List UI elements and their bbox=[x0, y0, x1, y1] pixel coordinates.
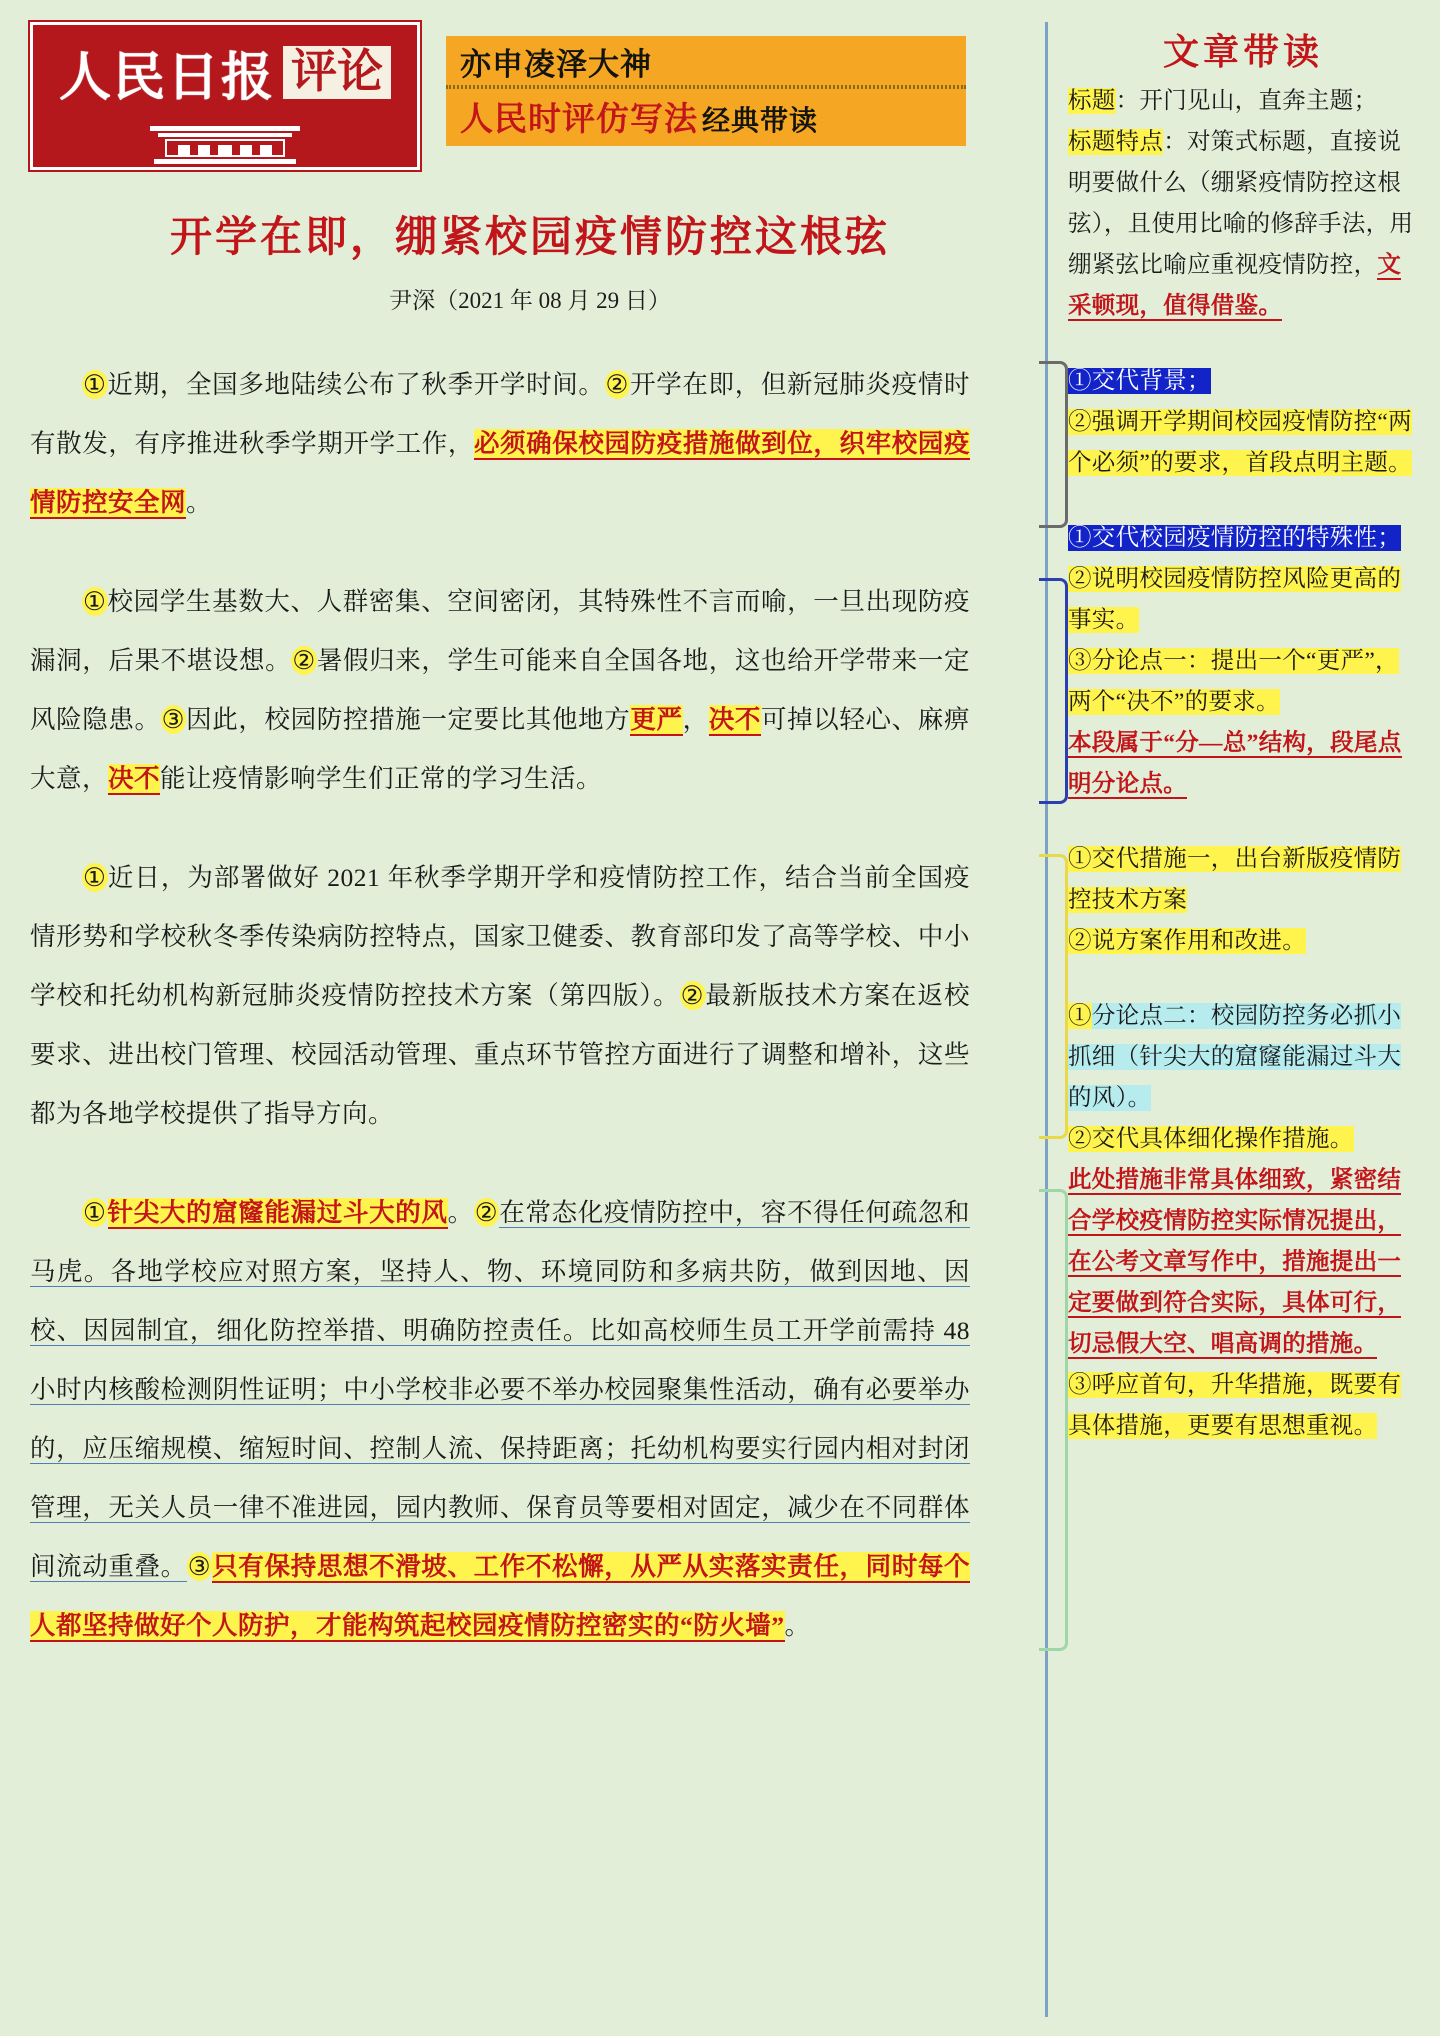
text-run: 。 bbox=[447, 1198, 474, 1227]
note-text-run: ：开门见山，直奔主题； bbox=[1115, 88, 1378, 114]
note-text-run: ① bbox=[1068, 1003, 1092, 1029]
text-run: 必须确保校园防疫措施做到位，织牢校园疫情防控安全网 bbox=[30, 429, 970, 517]
text-run: ② bbox=[680, 981, 705, 1010]
text-run: ， bbox=[682, 705, 709, 734]
note-text-run: 分论点二：校园防控务必抓小抓细（针尖大的窟窿能漏过斗大的风）。 bbox=[1068, 1003, 1402, 1111]
note-text-run: 标题特点 bbox=[1068, 129, 1164, 155]
text-run: ① bbox=[83, 1198, 107, 1227]
banner-line-1: 亦申凌泽大神 bbox=[446, 36, 966, 87]
paragraph-block bbox=[30, 1183, 1030, 1655]
text-run: 最新版技术方案在返校要求、进出校门管理、校园活动管理、重点环节管控方面进行了调整和增补，这些都为各地学校提供了指导方向。 bbox=[30, 981, 970, 1128]
note-text-run: 此处措施非常具体细致，紧密结合学校疫情防控实际情况提出，在公考文章写作中，措施提出一定要做到符合实际，具体可行，切忌假大空、唱高调的措施。 bbox=[1068, 1167, 1402, 1357]
paragraph-block bbox=[30, 572, 1030, 808]
note-text-run: ②说方案作用和改进。 bbox=[1068, 928, 1306, 954]
article-column bbox=[30, 22, 1030, 1681]
text-run: 决不 bbox=[108, 764, 161, 793]
text-run: 决不 bbox=[708, 705, 762, 734]
paragraph-bracket bbox=[1039, 361, 1068, 528]
note-spacer bbox=[1068, 966, 1418, 996]
banner-block bbox=[446, 22, 1030, 146]
note-text-run: ③分论点一：提出一个“更严”，两个“决不”的要求。 bbox=[1068, 648, 1399, 715]
paragraph-bracket bbox=[1039, 1189, 1068, 1651]
note-spacer bbox=[1068, 488, 1418, 518]
note-text-run: ①交代校园疫情防控的特殊性； bbox=[1068, 525, 1402, 551]
text-run: 能让疫情影响学生们正常的学习生活。 bbox=[160, 764, 603, 793]
article-byline: 尹深（2021 年 08 月 29 日） bbox=[389, 288, 671, 313]
text-run: 。 bbox=[784, 1611, 811, 1640]
note-line bbox=[1068, 996, 1418, 1119]
paragraph-p4 bbox=[30, 1183, 970, 1655]
text-run: ③ bbox=[161, 705, 186, 734]
note-line bbox=[1068, 1365, 1418, 1447]
note-block-n5 bbox=[1068, 996, 1418, 1447]
note-text-run: 本段属于“分—总”结构，段尾点明分论点。 bbox=[1068, 730, 1402, 797]
note-text-run: ：对策式标题，直接说明要做什么（绷紧疫情防控这根弦），且使用比喻的修辞手法，用绷紧弦比喻应重视疫情防控， bbox=[1068, 129, 1414, 278]
note-text-run: ②说明校园疫情防控风险更高的事实。 bbox=[1068, 566, 1402, 633]
text-run: ② bbox=[474, 1198, 499, 1227]
text-run: ① bbox=[83, 587, 107, 616]
note-text-run: ①交代背景； bbox=[1068, 368, 1211, 394]
note-text-run: ①交代措施一，出台新版疫情防控技术方案 bbox=[1068, 846, 1402, 913]
text-run: 近日，为部署做好 2021 年秋季学期开学和疫情防控工作，结合当前全国疫情形势和学校秋冬季传染病防控特点，国家卫健委、教育部印发了高等学校、中小学校和托幼机构新冠肺炎疫情防控技术方案（第四版）。 bbox=[30, 863, 970, 1010]
header-row bbox=[30, 22, 1030, 170]
text-run: ① bbox=[83, 863, 107, 892]
note-block-n1 bbox=[1068, 81, 1418, 327]
note-line bbox=[1068, 723, 1418, 805]
banner-line-2-red: 人民时评仿写法 bbox=[460, 102, 698, 138]
paragraph-p3 bbox=[30, 848, 970, 1143]
text-run: 开学在即，但新冠肺炎疫情时有散发，有序推进秋季学期开学工作， bbox=[30, 370, 970, 458]
text-run: 针尖大的窟窿能漏过斗大的风 bbox=[107, 1198, 448, 1227]
text-run: ② bbox=[605, 370, 630, 399]
text-run: 暑假归来，学生可能来自全国各地，这也给开学带来一定风险隐患。 bbox=[30, 646, 970, 734]
banner-line-2 bbox=[446, 87, 966, 146]
note-block-n3 bbox=[1068, 518, 1418, 805]
paragraph-block bbox=[30, 848, 1030, 1143]
paragraph-bracket bbox=[1039, 578, 1068, 804]
logo-badge-text: 评论 bbox=[283, 46, 391, 98]
note-line bbox=[1068, 122, 1418, 327]
text-run: 校园学生基数大、人群密集、空间密闭，其特殊性不言而喻，一旦出现防疫漏洞，后果不堪设想。 bbox=[30, 587, 970, 675]
note-text-run: ②交代具体细化操作措施。 bbox=[1068, 1126, 1354, 1152]
text-run: ② bbox=[292, 646, 316, 675]
text-run: 。 bbox=[186, 488, 213, 517]
note-block-n2 bbox=[1068, 361, 1418, 484]
logo-main-text: 人民日报 bbox=[58, 50, 275, 107]
note-line bbox=[1068, 921, 1418, 962]
note-text-run: 标题 bbox=[1068, 88, 1116, 114]
text-run: ③ bbox=[187, 1552, 212, 1581]
note-line bbox=[1068, 402, 1418, 484]
logo-top bbox=[47, 35, 403, 110]
note-text-run: 文采顿现，值得借鉴。 bbox=[1068, 252, 1402, 319]
text-run: ① bbox=[83, 370, 107, 399]
notes-body bbox=[1068, 81, 1418, 1447]
text-run: 可掉以轻心、麻痹大意， bbox=[30, 705, 970, 793]
article-title: 开学在即，绷紧校园疫情防控这根弦 bbox=[169, 215, 890, 261]
note-line bbox=[1068, 1160, 1418, 1365]
note-line bbox=[1068, 559, 1418, 641]
note-text-run: ③呼应首句，升华措施，既要有具体措施，更要有思想重视。 bbox=[1068, 1372, 1402, 1439]
note-spacer bbox=[1068, 809, 1418, 839]
text-run: 近期，全国多地陆续公布了秋季开学时间。 bbox=[107, 370, 605, 399]
notes-column bbox=[1068, 24, 1418, 1451]
note-line bbox=[1068, 839, 1418, 921]
peoples-daily-logo bbox=[30, 22, 420, 170]
note-line bbox=[1068, 518, 1418, 559]
text-run: 更严 bbox=[630, 705, 683, 734]
note-text-run: ②强调开学期间校园疫情防控“两个必须”的要求，首段点明主题。 bbox=[1068, 409, 1412, 476]
note-block-n4 bbox=[1068, 839, 1418, 962]
note-line bbox=[1068, 641, 1418, 723]
note-line bbox=[1068, 361, 1418, 402]
paragraph-bracket bbox=[1039, 854, 1068, 1139]
paragraph-p2 bbox=[30, 572, 970, 808]
banner-line-2-black: 经典带读 bbox=[702, 106, 819, 137]
gate-svg bbox=[140, 116, 310, 168]
note-line bbox=[1068, 1119, 1418, 1160]
note-line bbox=[1068, 81, 1418, 122]
article-body bbox=[30, 355, 1030, 1655]
tiananmen-icon bbox=[47, 116, 403, 168]
notes-heading: 文章带读 bbox=[1162, 32, 1323, 72]
note-spacer bbox=[1068, 331, 1418, 361]
paragraph-block bbox=[30, 355, 1030, 532]
text-run: 只有保持思想不滑坡、工作不松懈，从严从实落实责任，同时每个人都坚持做好个人防护，才能构筑起校园疫情防控密实的“防火墙” bbox=[30, 1552, 970, 1640]
paragraph-p1 bbox=[30, 355, 970, 532]
text-run: 在常态化疫情防控中，容不得任何疏忽和马虎。各地学校应对照方案，坚持人、物、环境同防和多病共防，做到因地、因校、因园制宜，细化防控举措、明确防控责任。比如高校师生员工开学前需持 48 小时内核酸检测阴性证明；中小学校非必要不举办校园聚集性活动，确有必要举办的，应压缩规模、缩短时间、控制人流、保持距离；托幼机构要实行园内相对封闭管理，无关人员一律不准进园，园内教师、保育员等要相对固定，减少在不同群体间流动重叠。 bbox=[30, 1198, 970, 1581]
text-run: 因此，校园防控措施一定要比其他地方 bbox=[186, 705, 631, 734]
